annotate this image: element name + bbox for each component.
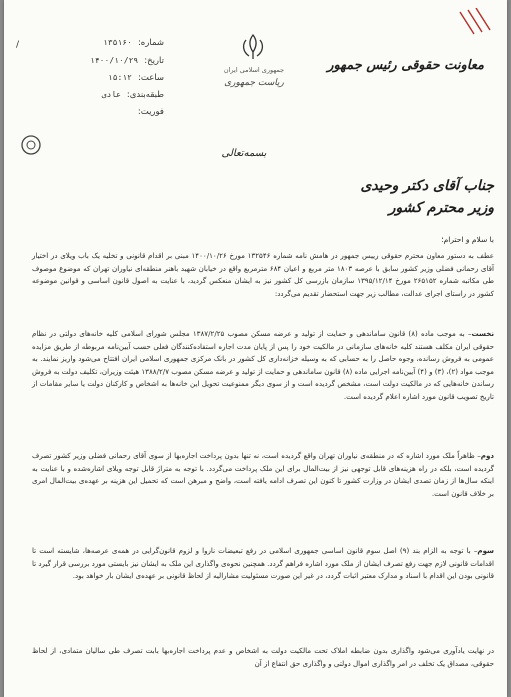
salutation: با سلام و احترام؛ bbox=[441, 235, 494, 244]
red-margin-marks bbox=[456, 8, 496, 38]
republic-title: جمهوری اسلامی ایران bbox=[223, 66, 285, 74]
paragraph-closing: در نهایت یادآوری می‌شود واگذاری بدون ضابطه املاک تحت مالکیت دولت به اشخاص و عدم پرداخت اجاره‌بها بابت تصرف طی سالیان متمادی، از لحاظ حقوقی، مصداق یک تخلف در امر واگذاری اموال دولتی و واگذاری حق انتفاع از آن bbox=[32, 646, 494, 668]
urgency: فوریت: bbox=[137, 107, 164, 117]
paragraph-first: نخست– به موجب ماده (۸) قانون ساماندهی و حمایت از تولید و عرضه مسکن مصوب ۱۳۸۷/۲/۲۵ مجلس شورای اسلامی کلیه خانه‌های دولتی در نظام حقوقی ایران مکلف هستند کلیه خانه‌های سازمانی در مالکیت خود را پس از پایان مدت اجاره استفاده‌کنندگان فعلی حسب آیین‌نامه مربوطه از طریق مزایده عمومی به فروش رسانده، وجوه حاصل را به حسابی که به وسیله خزانه‌داری کل کشور در بانک مرکزی جمهوری اسلامی ایران افتتاح می‌شود واریز نمایند. به موجب مواد (۲)، (۳) و (۴) آیین‌نامه اجرایی ماده (۸) قانون ساماندهی و حمایت از تولید و عرضه مسکن مصوب ۱۳۸۸/۲/۷ هیئت وزیران، تکلیف دولت به فروش رساندن خانه‌هایی که در مالکیت دولت است، مشخص گردیده است و از سوی دیگر ممنوعیت تحویل این خانه‌ها به اشخاص و کارکنان دولت یا سایر مقامات از تاریخ تصویب قانون مورد اشاره اعلام گردیده است. bbox=[32, 329, 495, 401]
document-page bbox=[4, 0, 507, 697]
paragraph-second-label: دوم bbox=[480, 451, 494, 460]
reference-number: شماره:۱۳۵۱۶۰ bbox=[103, 38, 164, 48]
paragraph-third-label: سوم bbox=[477, 546, 494, 555]
presidency-title: ریاست جمهوری bbox=[224, 78, 284, 88]
iran-emblem-icon bbox=[237, 32, 269, 62]
office-title: معاونت حقوقی رئیس جمهور bbox=[327, 58, 484, 73]
addressee-name: جناب آقای دکتر وحیدی bbox=[360, 178, 494, 194]
invocation: بسمه‌تعالی bbox=[221, 148, 267, 159]
reference-time: ساعت:۱۵:۱۲ bbox=[107, 73, 164, 83]
margin-mark: / bbox=[16, 40, 20, 50]
paragraph-intro: عطف به دستور معاون محترم حقوقی رییس جمهور در هامش نامه شماره ۱۳۲۵۴۶ مورخ ۱۴۰۰/۱۰/۲۶ مبنی بر اقدام قانونی و تخلیه یک باب ویلای در اختیار آقای رحمانی فضلی وزیر کشور سابق با عرصه ۱۸۰۳ متر مربع و اعیان ۶۸۴ مترمربع واقع در خیابان شهید باهنر منطقه‌ای نیاوران تهران که موضوع موصوف طی مکاتبه شماره ۲۶۵۱۵۲ مورخ ۱۳۹۵/۱۲/۱۴ سازمان بازرسی کل کشور نیز به ایشان منعکس گردید، با عنایت به اصول قانون اساسی و قوانین موضوعه کشور در راستای اجرای عدالت، مطالب زیر جهت استحضار تقدیم می‌گردد: bbox=[32, 251, 495, 298]
addressee-title: وزیر محترم کشور bbox=[388, 200, 494, 216]
classification: طبقه‌بندی:عادی bbox=[101, 90, 164, 100]
paragraph-first-label: نخست bbox=[471, 329, 495, 338]
paragraph-second: دوم– ظاهراً ملک مورد اشاره که در منطقه‌ی نیاوران تهران واقع گردیده است، نه تنها بدون پرداخت اجاره‌بها از سوی آقای رحمانی فضلی وزیر کشور تصرف گردیده است، بلکه در راه هزینه‌های قابل توجهی نیز از بیت‌المال برای این ملک پرداخت می‌گردد. با توجه به متراژ قابل توجه ویلای اشاره‌شده و با عنایت به اینکه سال‌ها از زمان تصدی ایشان در وزارت کشور تا کنون این تصرف ادامه یافته است، واضح و مبرهن است که تحمیل این هزینه بر عهده‌ی بیت‌المال امری بر خلاف قانون است. bbox=[32, 451, 494, 498]
reference-date: تاریخ:۱۴۰۰/۱۰/۲۹ bbox=[90, 56, 164, 66]
paragraph-third: سوم– با توجه به الزام بند (۹) اصل سوم قانون اساسی جمهوری اسلامی در رفع تبعیضات ناروا و لزوم قانون‌گرایی در همه‌ی عرصه‌ها، شایسته است تا اقدامات قانونی لازم جهت رفع تصرف ایشان از ملک مورد اشاره فراهم گردد. همچنین نحوه‌ی واگذاری این ملک به ایشان نیز بایستی مورد بررسی قرار گیرد تا قانونی بودن این اقدام با اسناد و مدارک معتبر اثبات گردد، در غیر این صورت مسئولیت مشارالیه از لحاظ قانونی بر عهده‌ی ایشان بار خواهد بود. bbox=[32, 546, 494, 581]
seal-icon bbox=[20, 134, 42, 156]
